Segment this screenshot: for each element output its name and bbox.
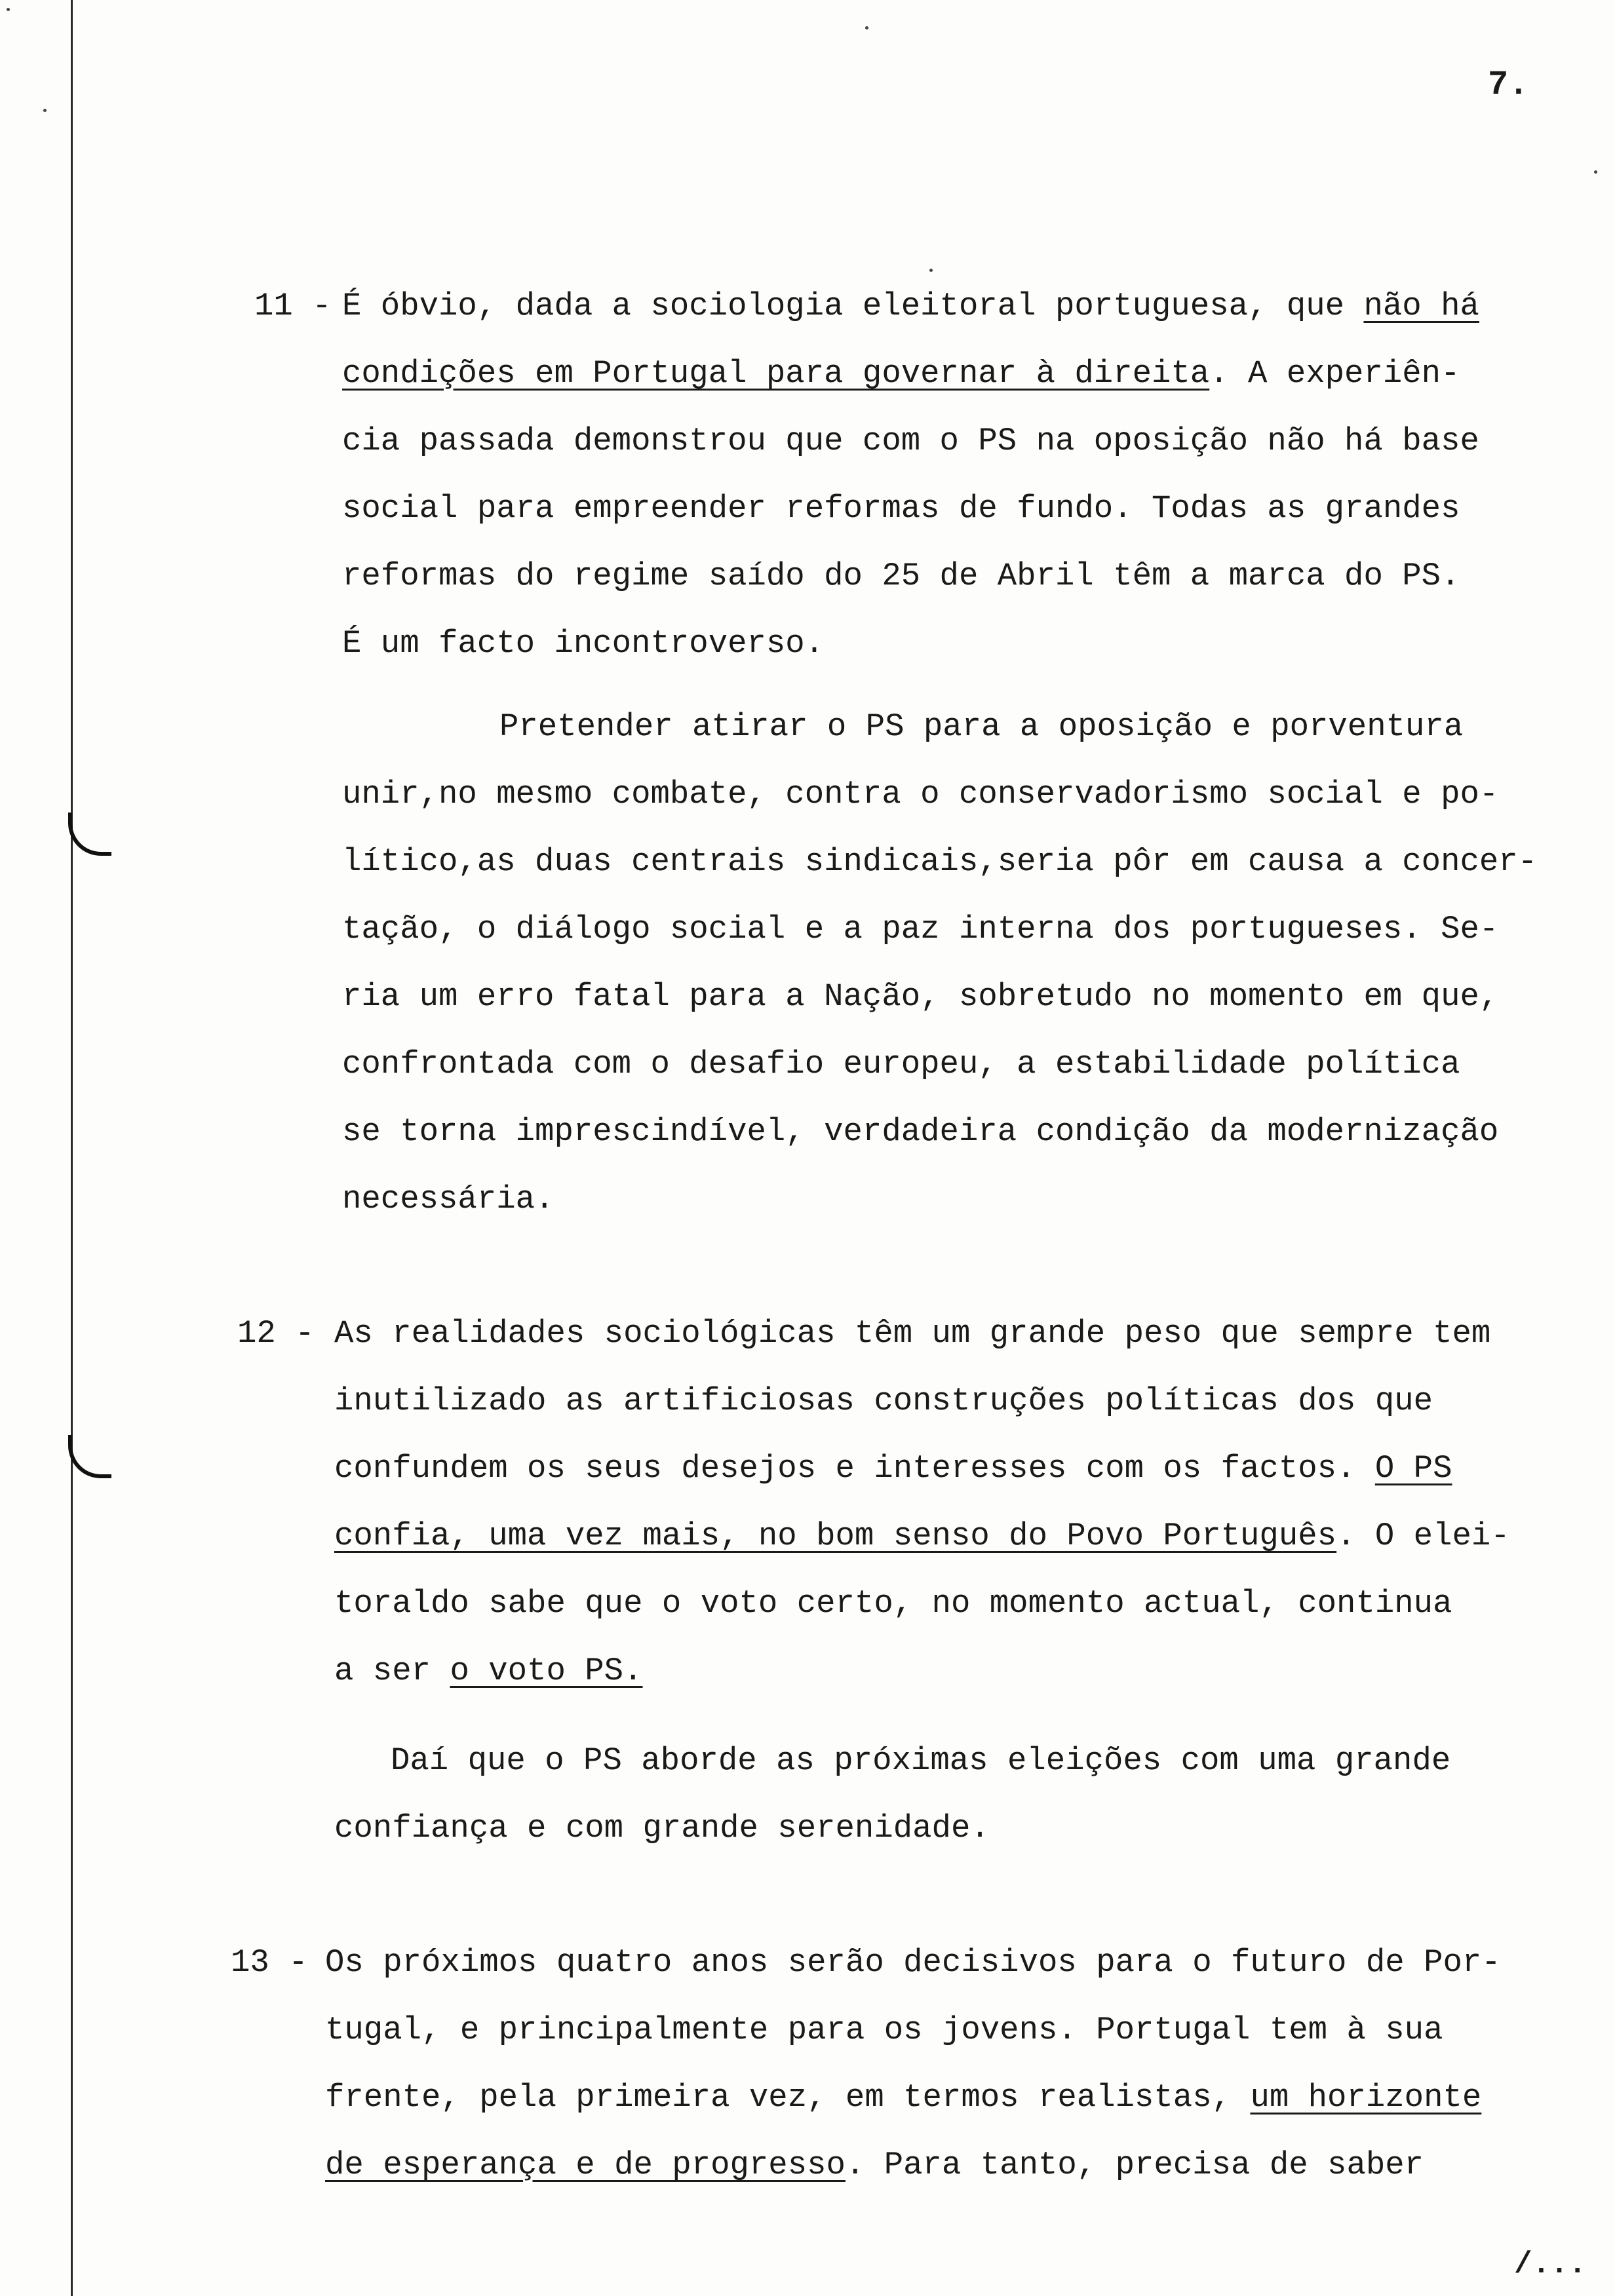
text-line [334,1300,1510,1368]
text-line [342,963,1537,1031]
text-run: necessária. [342,1181,555,1217]
section-number: 11 - [254,288,332,324]
text-run: social para empreender reformas de fundo. Todas as grandes [342,490,1460,527]
text-line [334,1637,1510,1705]
text-run: ria um erro fatal para a Nação, sobretudo no momento em que, [342,978,1499,1015]
paragraph [342,693,1537,1233]
underlined-text: um horizonte [1250,2079,1482,2116]
paragraph [334,1727,1450,1862]
scan-speck [1594,170,1597,174]
text-line [342,1166,1537,1233]
text-run: As realidades sociológicas têm um grande peso que sempre tem [334,1315,1491,1352]
text-line [342,610,1479,678]
punch-hole-mark-2 [68,1435,111,1478]
text-run: inutilizado as artificiosas construções políticas dos que [334,1383,1433,1419]
text-line [325,2132,1501,2199]
text-line [334,1502,1510,1570]
left-margin-rule [71,0,73,2296]
text-run: . A experiên- [1209,355,1460,392]
underlined-text: o voto PS. [450,1653,643,1689]
text-run: confundem os seus desejos e interesses com os factos. [334,1450,1375,1487]
text-run: Os próximos quatro anos serão decisivos para o futuro de Por- [325,1944,1501,1981]
text-line [334,1435,1510,1502]
text-run: unir,no mesmo combate, contra o conservadorismo social e po- [342,776,1499,813]
text-line [342,543,1479,610]
text-run: Daí que o PS aborde as próximas eleições com uma grande [391,1742,1451,1779]
text-run: . Para tanto, precisa de saber [845,2147,1424,2183]
page-number: 7. [1488,66,1529,104]
text-line [325,1929,1501,1997]
text-line [342,1031,1537,1098]
text-line [334,1570,1510,1637]
text-run: reformas do regime saído do 25 de Abril têm a marca do PS. [342,558,1460,594]
text-line [334,1795,1450,1862]
continuation-mark: /... [1514,2248,1587,2282]
scan-speck [7,8,10,11]
underlined-text: não há [1363,288,1479,324]
text-run: Pretender atirar o PS para a oposição e porventura [499,708,1464,745]
text-run: confiança e com grande serenidade. [334,1810,990,1846]
text-run: a ser [334,1653,450,1689]
text-run: tugal, e principalmente para os jovens. Portugal tem à sua [325,2012,1443,2048]
text-run: lítico,as duas centrais sindicais,seria pôr em causa a concer- [342,843,1538,880]
text-line [342,828,1537,896]
text-line [342,693,1537,761]
text-line [334,1727,1450,1795]
underlined-text: de esperança e de progresso [325,2147,846,2183]
text-run: tação, o diálogo social e a paz interna dos portugueses. Se- [342,911,1499,947]
text-line [342,1098,1537,1166]
text-run: É óbvio, dada a sociologia eleitoral portuguesa, que [342,288,1364,324]
text-run: confrontada com o desafio europeu, a estabilidade política [342,1046,1460,1082]
text-line [342,340,1479,408]
punch-hole-mark-1 [68,813,111,856]
text-line [334,1368,1510,1435]
underlined-text: O PS [1374,1450,1452,1487]
section-number: 12 - [237,1315,315,1352]
scan-speck [43,109,47,112]
text-run: se torna imprescindível, verdadeira condição da modernização [342,1113,1499,1150]
underlined-text: condições em Portugal para governar à direita [342,355,1210,392]
text-run: . O elei- [1336,1518,1510,1554]
underlined-text: confia, uma vez mais, no bom senso do Povo Português [334,1518,1337,1554]
text-line [342,896,1537,963]
text-run: cia passada demonstrou que com o PS na oposição não há base [342,423,1479,459]
text-line [325,1997,1501,2064]
paragraph [334,1300,1510,1705]
section-number: 13 - [231,1944,308,1981]
text-line [325,2064,1501,2132]
text-run: toraldo sabe que o voto certo, no momento actual, continua [334,1585,1452,1622]
paragraph [342,273,1479,678]
paragraph [325,1929,1501,2199]
scan-speck [865,26,868,29]
text-line [342,761,1537,828]
text-run: frente, pela primeira vez, em termos realistas, [325,2079,1251,2116]
text-line [342,408,1479,475]
scan-speck [929,269,933,272]
text-line [342,475,1479,543]
text-run: É um facto incontroverso. [342,625,825,662]
text-line [342,273,1479,340]
